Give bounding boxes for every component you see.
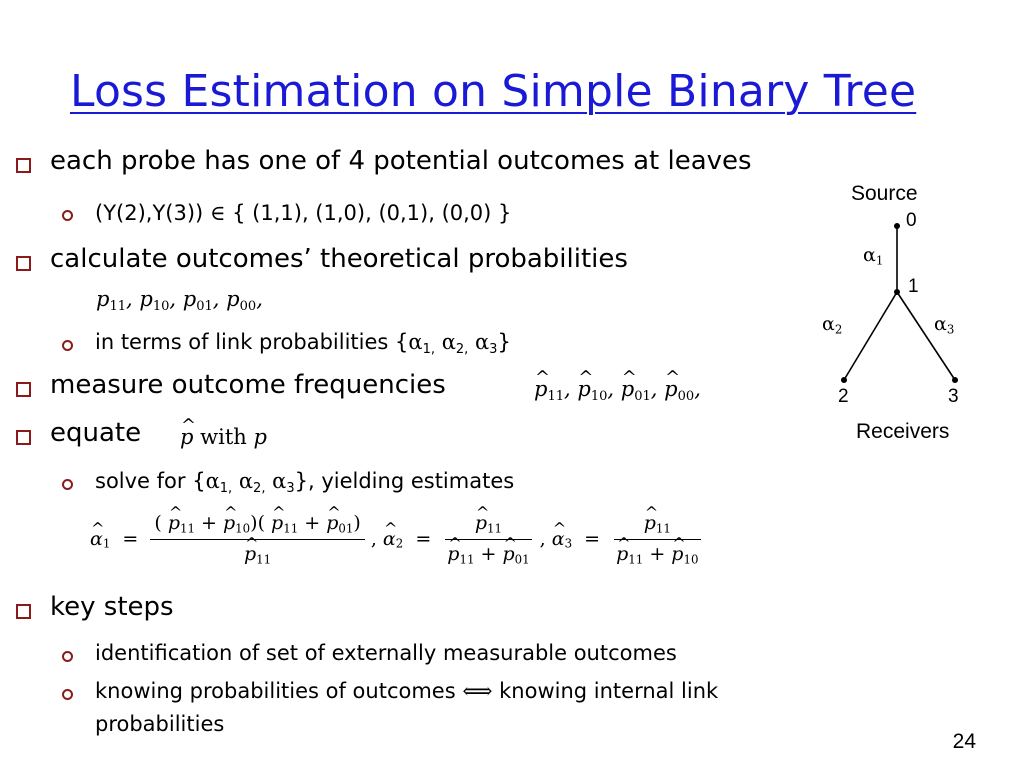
bullet-outcomes: each probe has one of 4 potential outcomes at leaves	[50, 146, 752, 176]
formula-equate: ^ p with p	[180, 425, 267, 449]
receivers-label: Receivers	[856, 420, 950, 443]
slide-title: Loss Estimation on Simple Binary Tree	[70, 66, 917, 117]
alpha2-label: $\alpha_2$	[822, 313, 843, 337]
sub-bullet-outcome-set: (Y(2),Y(3)) ∈ { (1,1), (1,0), (0,1), (0,0) }	[95, 201, 512, 225]
node-3-label: 3	[948, 386, 959, 407]
bullet-measure-frequencies: measure outcome frequencies	[50, 370, 446, 400]
square-bullet-icon	[16, 382, 31, 397]
source-label: Source	[851, 182, 918, 205]
node-0	[894, 223, 900, 229]
sub-bullet-link-probabilities: in terms of link probabilities {$\alpha_{1,}$ $\alpha_{2,}$ $\alpha_3$}	[95, 330, 511, 357]
node-1	[894, 289, 900, 295]
binary-tree-diagram	[800, 200, 1000, 420]
circle-bullet-icon	[62, 210, 73, 221]
square-bullet-icon	[16, 158, 31, 173]
alpha1-label: $\alpha_1$	[863, 244, 884, 268]
formula-estimates: ^ $\alpha_1$ = ( ^ $p_{11}$ + ^ $p_{10}$)( ^ $p_{11}$ + ^ $p_{01}$) ^ $p_{11}$ , ^ $\alpha_2$ = ^ $p_{11}$ ^ $p_{11}$ + ^ $p_{01}$ , ^ $\alpha_3$ = ^ $p_{11}$ ^ $p_{11}$ + ^ $p_{10}$	[90, 512, 702, 566]
circle-bullet-icon	[62, 651, 73, 662]
sub-bullet-solve: solve for {$\alpha_{1,}$ $\alpha_{2,}$ $\alpha_3$}, yielding estimates	[95, 469, 515, 496]
alpha1-fraction: ( ^ $p_{11}$ + ^ $p_{10}$)( ^ $p_{11}$ + ^ $p_{01}$) ^ $p_{11}$	[150, 512, 364, 566]
circle-bullet-icon	[62, 479, 73, 490]
square-bullet-icon	[16, 604, 31, 619]
bullet-equate: equate	[50, 418, 142, 448]
bullet-theoretical-probabilities: calculate outcomes’ theoretical probabilities	[50, 244, 628, 274]
node-3	[952, 377, 958, 383]
circle-bullet-icon	[62, 340, 73, 351]
alpha2-fraction: ^ $p_{11}$ ^ $p_{11}$ + ^ $p_{01}$	[443, 512, 533, 566]
sub-bullet-knowing: knowing probabilities of outcomes ⟺ knowing internal link	[95, 679, 719, 703]
square-bullet-icon	[16, 256, 31, 271]
bullet-key-steps: key steps	[50, 592, 174, 622]
square-bullet-icon	[16, 430, 31, 445]
alpha3-fraction: ^ $p_{11}$ ^ $p_{11}$ + ^ $p_{10}$	[612, 512, 702, 566]
node-1-label: 1	[908, 276, 919, 297]
link-1-2	[844, 292, 897, 380]
page-number: 24	[952, 730, 976, 753]
formula-probabilities: $p_{11}$, $p_{10}$, $p_{01}$, $p_{00}$,	[96, 287, 263, 314]
alpha3-label: $\alpha_3$	[934, 313, 955, 337]
formula-frequencies: ^ $p_{11}$, ^ $p_{10}$, ^ $p_{01}$, ^ $p_{00}$,	[534, 377, 701, 404]
sub-bullet-knowing-line2: probabilities	[95, 712, 225, 736]
node-2-label: 2	[838, 386, 849, 407]
circle-bullet-icon	[62, 689, 73, 700]
node-2	[841, 377, 847, 383]
node-0-label: 0	[906, 210, 917, 231]
sub-bullet-identification: identification of set of externally measurable outcomes	[95, 641, 677, 665]
